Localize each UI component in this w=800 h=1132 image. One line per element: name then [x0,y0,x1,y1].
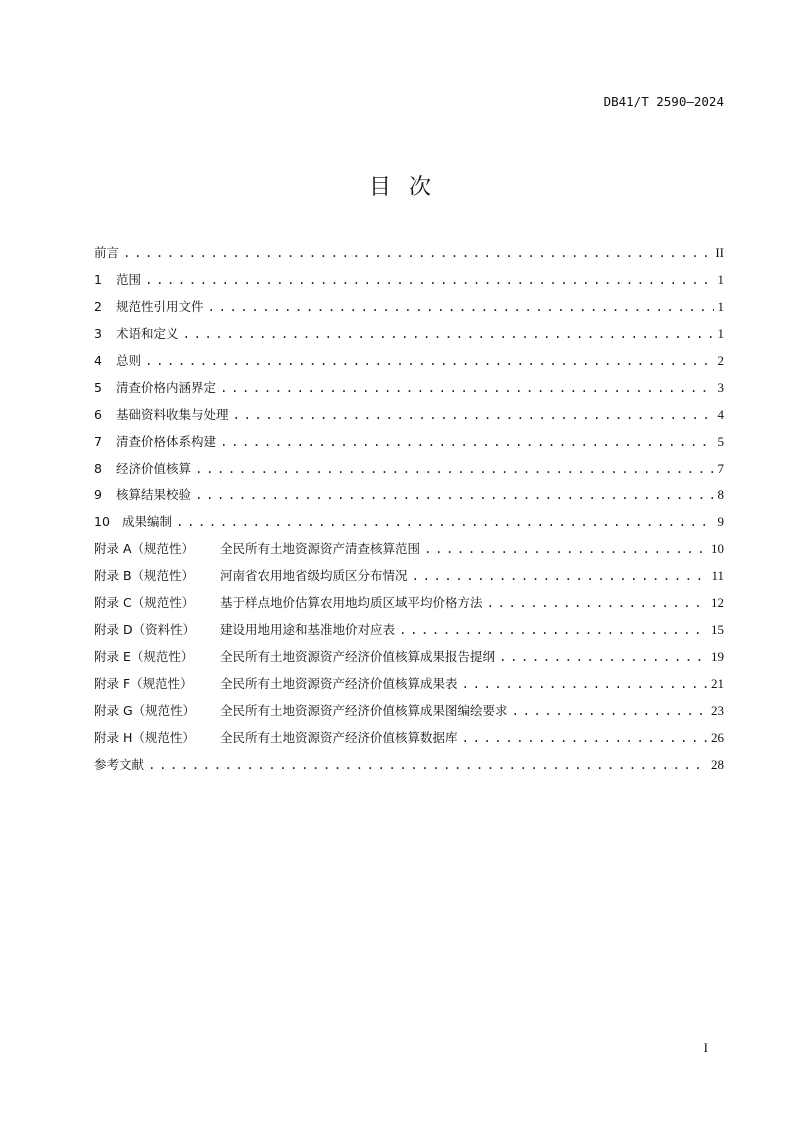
toc-entry-label [94,512,172,530]
dot-leader [183,326,714,341]
toc-entry-page: 23 [711,702,724,718]
toc-entry-title: 全民所有土地资源资产经济价值核算成果表 [220,676,458,691]
toc-entry-page: 4 [717,406,724,422]
toc-entry-title: 全民所有土地资源资产经济价值核算成果图编绘要求 [220,702,508,718]
toc-entry-title: 基于样点地价估算农用地均质区域平均价格方法 [220,595,483,611]
toc-entry-title: 清查价格内涵界定 [116,379,217,395]
toc-entry-label [94,297,204,315]
dot-leader [208,299,714,314]
toc-entry-appendix: 附录 D（资料性） [94,622,196,638]
toc-entry-page: 7 [717,460,724,476]
dot-leader [233,407,714,422]
toc-entry-number: 5 [94,379,102,395]
toc-entry-appendix: 附录 F（规范性） [94,676,193,691]
toc-entry-title: 基础资料收集与处理 [116,406,229,422]
toc-entry-title: 总则 [116,352,142,368]
toc-entry[interactable] [94,728,724,755]
toc-entry-title: 全民所有土地资源资产经济价值核算成果报告提纲 [220,649,496,665]
toc-entry-title: 规范性引用文件 [116,298,204,314]
toc-entry-label [94,539,420,557]
toc-entry[interactable] [94,674,724,701]
toc-entry-title: 全民所有土地资源资产清查核算范围 [220,541,421,557]
toc-entry-label [94,432,216,450]
toc-entry-title: 核算结果校验 [116,487,192,503]
toc-entry[interactable] [94,593,724,620]
toc-entry-appendix: 附录 G（规范性） [94,702,196,718]
toc-entry-number: 2 [94,298,102,314]
toc-entry-title: 前言 [94,245,120,260]
toc-entry[interactable] [94,378,724,405]
dot-leader [220,380,713,395]
dot-leader [145,272,713,287]
toc-entry-label [94,378,216,396]
toc-entry-label [94,728,458,746]
dot-leader [424,541,707,556]
toc-entry-appendix: 附录 E（规范性） [94,649,194,665]
toc-entry-page: 3 [717,379,724,395]
page-number: I [703,1040,708,1055]
toc-entry-label [94,485,191,503]
toc-entry-label [94,701,508,719]
toc-entry-page: 2 [717,352,724,368]
dot-leader [195,487,713,502]
toc-entry-label [94,243,119,261]
toc-entry-page: 5 [717,433,724,449]
toc-entry-number: 1 [94,271,102,287]
toc-entry-title: 清查价格体系构建 [116,433,217,449]
toc-entry[interactable] [94,432,724,459]
toc-entry-label [94,270,141,288]
toc-entry-title: 术语和定义 [116,325,179,341]
toc-entry[interactable] [94,512,724,539]
page-title: 目次 [368,175,449,200]
toc-entry-title: 参考文献 [94,756,145,772]
toc-entry-appendix: 附录 C（规范性） [94,595,195,611]
toc-entry-title: 经济价值核算 [116,460,192,476]
toc-entry-appendix: 附录 B（规范性） [94,568,195,584]
toc-entry-page: 8 [717,487,724,503]
toc-entry-page: II [715,245,724,260]
toc-entry-label [94,459,191,477]
toc-entry-label [94,351,141,369]
dot-leader [220,434,713,449]
dot-leader [462,730,707,745]
toc-entry-label [94,755,144,773]
dot-leader [123,245,711,260]
dot-leader [145,353,713,368]
dot-leader [487,595,707,610]
toc-entry-page: 9 [717,514,724,530]
toc-entry-page: 1 [717,271,724,287]
toc-entry-number: 10 [94,514,110,530]
toc-entry[interactable] [94,485,724,512]
toc-entry[interactable] [94,297,724,324]
toc-entry[interactable] [94,351,724,378]
toc-entry[interactable] [94,620,724,647]
dot-leader [399,622,707,637]
toc-entry-title: 建设用地用途和基准地价对应表 [220,622,396,638]
toc-entry-page: 26 [711,729,724,745]
toc-entry-label [94,647,495,665]
toc-entry-number: 7 [94,433,102,449]
toc-entry-label [94,620,395,638]
toc-entry-page: 1 [717,325,724,341]
dot-leader [195,461,713,476]
toc-entry[interactable] [94,243,724,270]
toc-entry-page: 21 [711,676,724,691]
toc-entry-page: 10 [711,541,724,557]
toc-entry-page: 11 [711,568,724,584]
toc-entry-label [94,674,458,692]
toc-entry-page: 15 [711,622,724,638]
toc-entry-number: 9 [94,487,102,503]
dot-leader [462,676,707,691]
toc-entry-label [94,405,229,423]
toc-entry-title: 全民所有土地资源资产经济价值核算数据库 [220,729,458,745]
toc-entry-title: 河南省农用地省级均质区分布情况 [220,568,408,584]
toc-entry[interactable] [94,324,724,351]
toc-entry-page: 12 [711,595,724,611]
toc-entry[interactable] [94,566,724,593]
table-of-contents [94,243,724,782]
dot-leader [512,703,707,718]
toc-entry-number: 6 [94,406,102,422]
toc-entry-page: 1 [717,298,724,314]
dot-leader [176,514,713,529]
toc-entry-title: 范围 [116,271,142,287]
toc-entry-label [94,324,179,342]
dot-leader [412,568,708,583]
toc-entry[interactable] [94,539,724,566]
toc-entry-number: 8 [94,460,102,476]
toc-entry-label [94,566,408,584]
toc-entry-page: 28 [711,756,724,772]
toc-entry-label [94,593,483,611]
toc-entry-number: 3 [94,325,102,341]
dot-leader [148,757,707,772]
toc-entry[interactable] [94,701,724,728]
toc-entry-page: 19 [711,649,724,665]
dot-leader [499,649,707,664]
standard-number: DB41/T 2590—2024 [603,94,724,109]
toc-entry-appendix: 附录 H（规范性） [94,729,195,745]
toc-entry-title: 成果编制 [122,514,173,530]
toc-entry[interactable] [94,459,724,486]
toc-entry[interactable] [94,647,724,674]
toc-entry[interactable] [94,270,724,297]
toc-entry-number: 4 [94,352,102,368]
toc-entry[interactable] [94,755,724,782]
toc-entry-appendix: 附录 A（规范性） [94,541,195,557]
toc-entry[interactable] [94,405,724,432]
